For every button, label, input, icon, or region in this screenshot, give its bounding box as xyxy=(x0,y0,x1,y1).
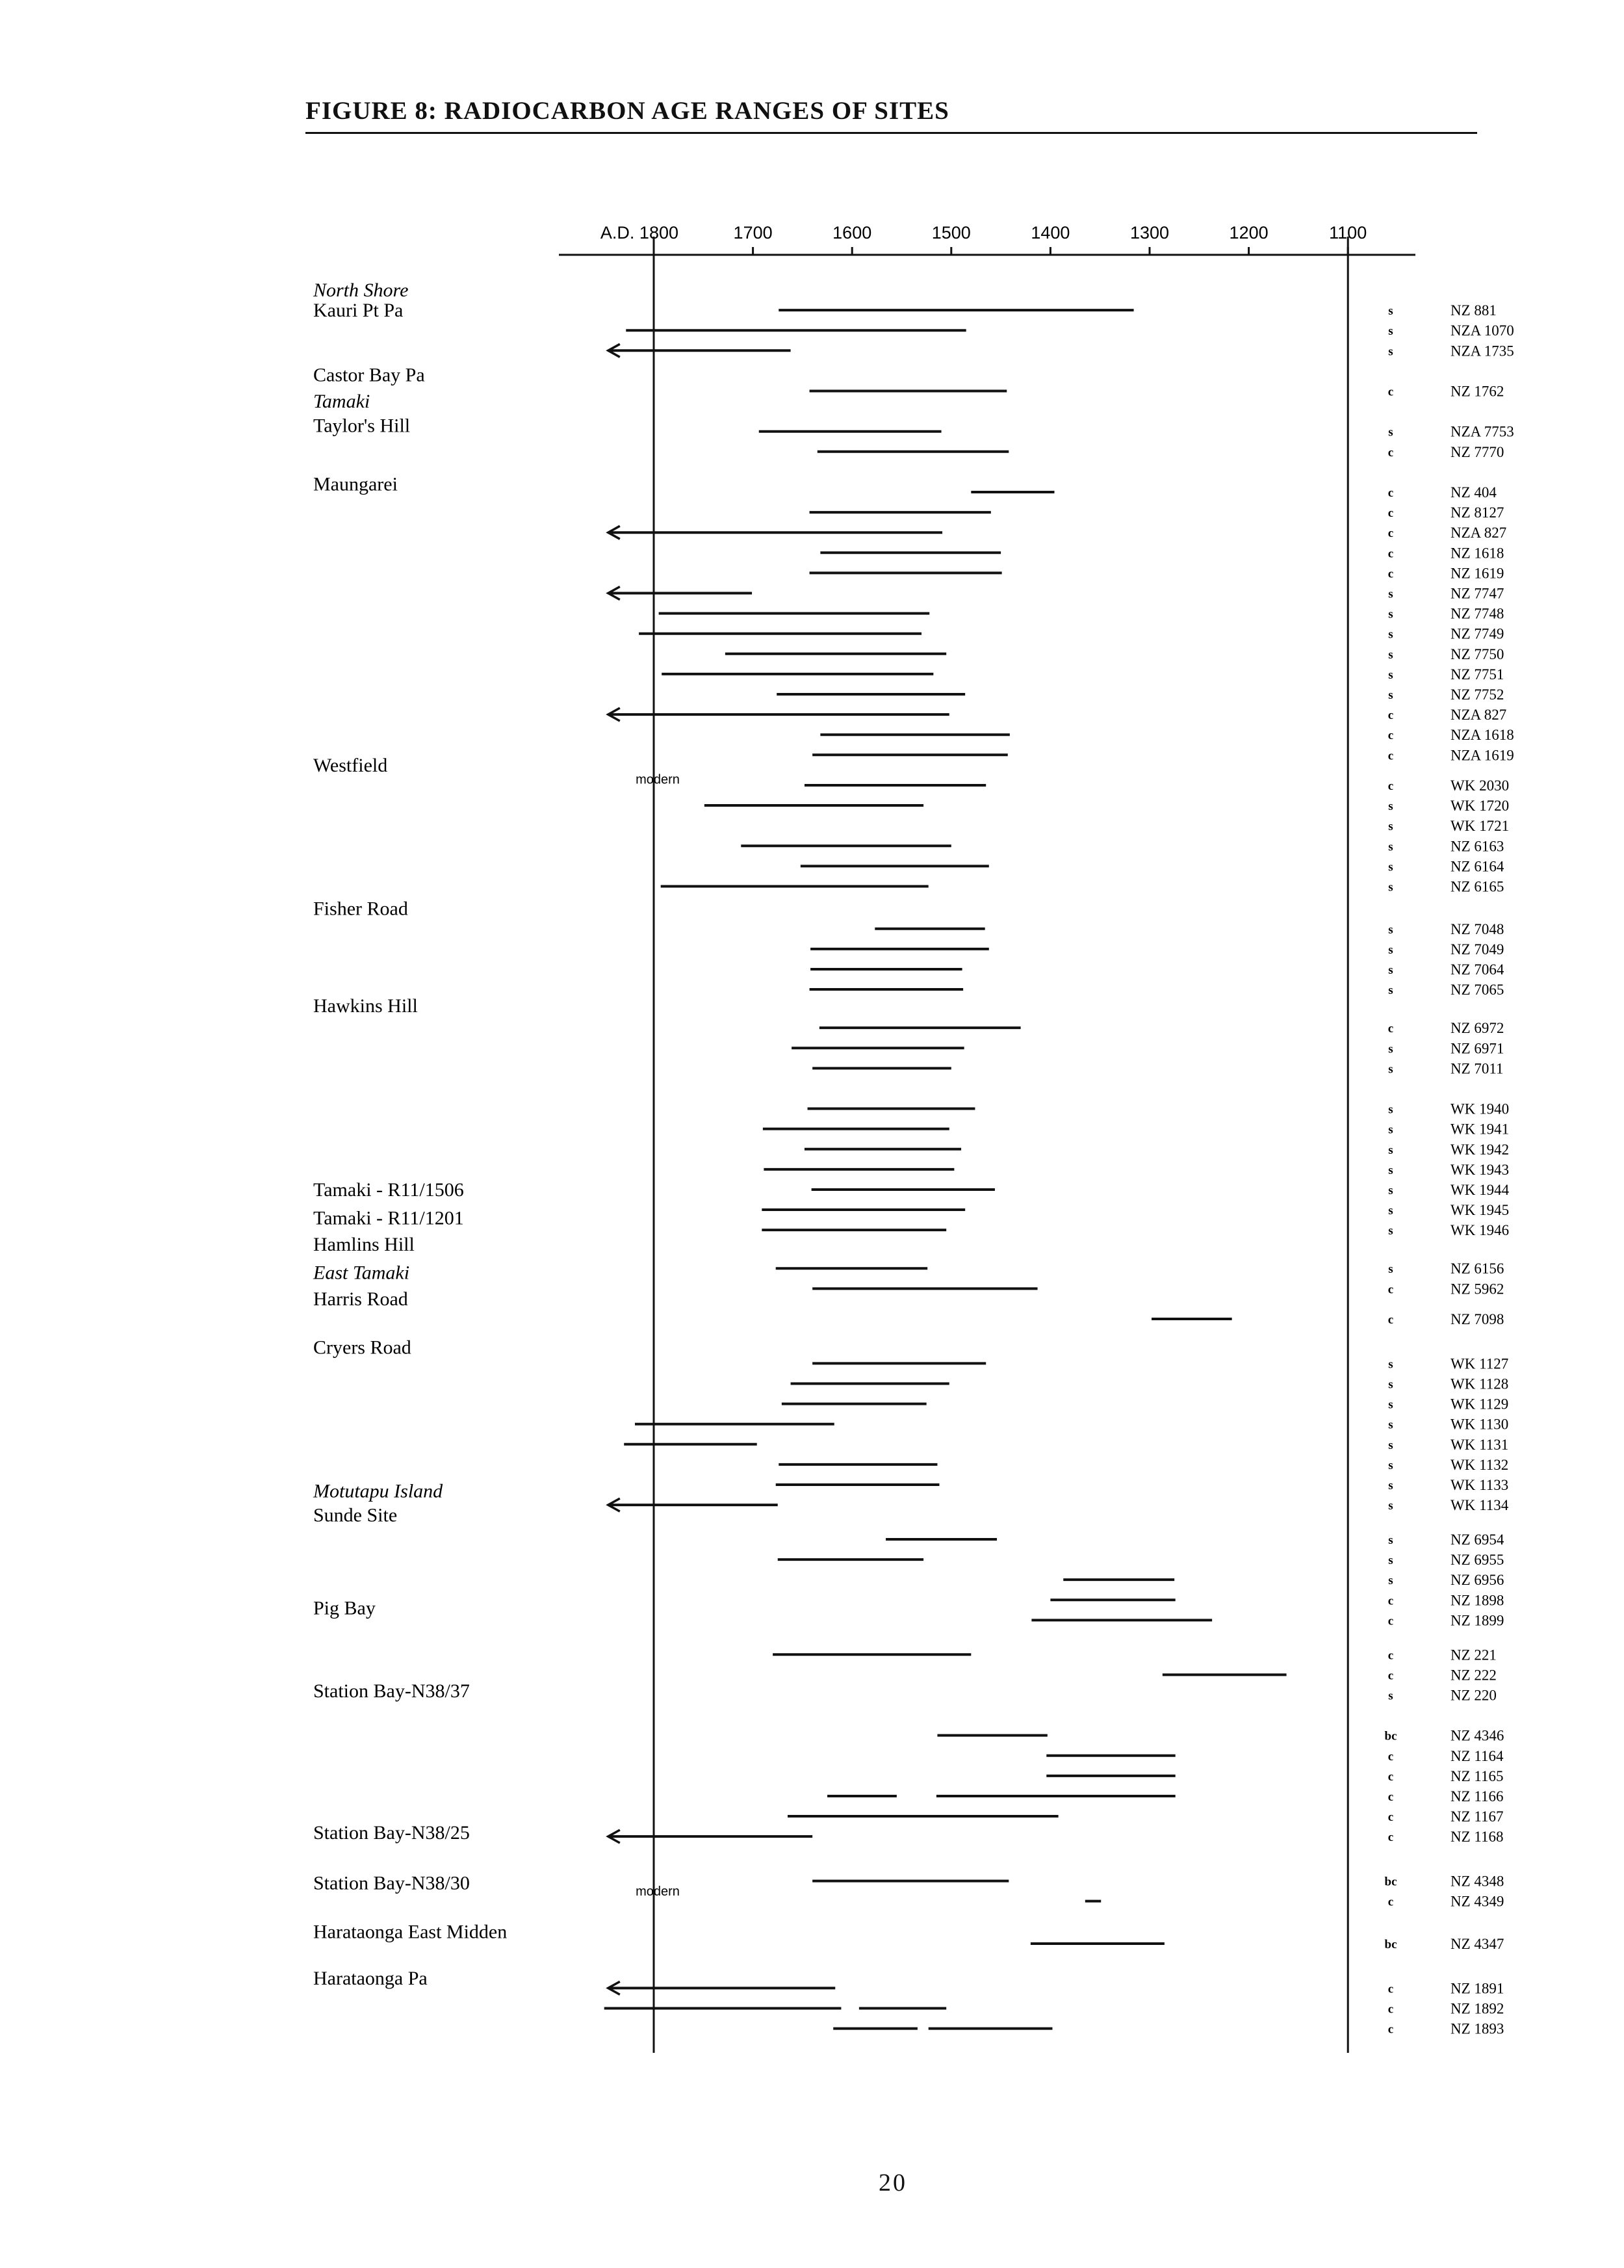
lab-code: NZ 1168 xyxy=(1450,1829,1504,1845)
material-code: s xyxy=(1388,1574,1393,1588)
lab-code: NZA 1735 xyxy=(1450,343,1514,359)
site-label: Fisher Road xyxy=(313,898,408,920)
lab-code: NZA 827 xyxy=(1450,707,1507,723)
annotations xyxy=(636,773,680,1899)
lab-code: WK 1129 xyxy=(1450,1396,1509,1413)
material-code: s xyxy=(1388,1183,1393,1197)
material-code: s xyxy=(1388,668,1393,682)
lab-code: NZ 7748 xyxy=(1450,605,1504,622)
axis-tick-label: A.D. 1800 xyxy=(600,223,678,242)
lab-code: NZ 6164 xyxy=(1450,858,1504,875)
lab-code: WK 1944 xyxy=(1450,1181,1510,1198)
material-code: s xyxy=(1388,963,1393,977)
lab-code: NZ 221 xyxy=(1450,1647,1497,1663)
material-code: s xyxy=(1388,922,1393,937)
lab-code: NZ 4349 xyxy=(1450,1893,1504,1910)
lab-code: WK 1721 xyxy=(1450,818,1510,835)
material-code: s xyxy=(1388,1554,1393,1568)
material-code: bc xyxy=(1384,1937,1397,1951)
lab-code: NZ 7747 xyxy=(1450,585,1504,602)
site-label: Maungarei xyxy=(313,473,398,495)
material-code: s xyxy=(1388,943,1393,957)
lab-code: NZ 7098 xyxy=(1450,1310,1504,1327)
material-code: c xyxy=(1387,729,1394,743)
lab-code: NZ 1762 xyxy=(1450,383,1504,400)
lab-code: NZ 7752 xyxy=(1450,686,1504,703)
range-bars xyxy=(604,310,1287,2029)
lab-code: WK 1942 xyxy=(1450,1141,1510,1158)
material-code: c xyxy=(1387,385,1394,399)
lab-code: WK 1941 xyxy=(1450,1121,1510,1138)
lab-code: NZ 1166 xyxy=(1450,1788,1504,1805)
site-label: East Tamaki xyxy=(313,1262,410,1284)
material-code: bc xyxy=(1384,1729,1397,1743)
material-code: c xyxy=(1387,1669,1394,1683)
material-code: c xyxy=(1387,1790,1394,1804)
material-code: s xyxy=(1388,1163,1393,1177)
lab-code: NZ 6955 xyxy=(1450,1552,1504,1569)
lab-code: NZ 4348 xyxy=(1450,1873,1504,1890)
lab-code: NZ 1165 xyxy=(1450,1767,1504,1784)
material-code: c xyxy=(1387,486,1394,500)
material-code: s xyxy=(1388,1418,1393,1432)
site-label: Tamaki xyxy=(313,391,370,413)
lab-code: WK 1130 xyxy=(1450,1416,1509,1433)
lab-code: NZ 7064 xyxy=(1450,961,1504,978)
lab-code: NZ 7749 xyxy=(1450,625,1504,642)
lab-code: NZA 1070 xyxy=(1450,322,1514,339)
lab-code: NZ 1899 xyxy=(1450,1612,1504,1629)
material-code: s xyxy=(1388,880,1393,894)
material-code: c xyxy=(1387,1594,1394,1608)
axis-tick-label: 1700 xyxy=(733,223,773,242)
lab-code: NZ 7049 xyxy=(1450,941,1504,958)
material-code: c xyxy=(1387,1283,1394,1297)
material-code: s xyxy=(1388,1438,1393,1452)
site-label: Cryers Road xyxy=(313,1336,411,1359)
axis-tick-label: 1300 xyxy=(1129,223,1170,242)
material-code: s xyxy=(1388,627,1393,642)
lab-code: NZ 6956 xyxy=(1450,1572,1504,1589)
material-code: s xyxy=(1388,345,1393,359)
site-label: North Shore xyxy=(313,280,409,301)
material-code: s xyxy=(1388,1398,1393,1412)
material-code: s xyxy=(1388,1533,1393,1547)
material-code: s xyxy=(1388,688,1393,702)
site-label: Motutapu Island xyxy=(313,1480,443,1502)
lab-code: WK 1943 xyxy=(1450,1161,1510,1178)
material-code: bc xyxy=(1384,1875,1397,1889)
site-label: Westfield xyxy=(313,754,388,776)
site-label: Pig Bay xyxy=(313,1597,376,1619)
lab-code: NZ 222 xyxy=(1450,1667,1497,1684)
material-code: c xyxy=(1387,709,1394,723)
material-code: s xyxy=(1388,1143,1393,1157)
site-label: Station Bay-N38/25 xyxy=(313,1821,470,1844)
material-code: c xyxy=(1387,547,1394,561)
material-code: c xyxy=(1387,1810,1394,1825)
site-label: Harataonga Pa xyxy=(313,1967,428,1989)
material-code: s xyxy=(1388,800,1393,814)
lab-code: NZ 404 xyxy=(1450,484,1497,501)
material-code: c xyxy=(1387,1769,1394,1784)
lab-code: NZ 1891 xyxy=(1450,1980,1504,1997)
material-code: c xyxy=(1387,1895,1394,1909)
material-code: c xyxy=(1387,1649,1394,1663)
reference-lines xyxy=(654,237,1348,2053)
annotation-modern: modern xyxy=(636,772,680,787)
material-code: s xyxy=(1388,1499,1393,1513)
lab-code: NZ 6954 xyxy=(1450,1531,1504,1548)
site-label: Hawkins Hill xyxy=(313,995,418,1017)
lab-code: WK 1127 xyxy=(1450,1355,1509,1372)
material-code: c xyxy=(1387,1614,1394,1628)
lab-code: WK 2030 xyxy=(1450,777,1510,794)
lab-code: WK 1128 xyxy=(1450,1375,1509,1392)
lab-code: WK 1133 xyxy=(1450,1477,1509,1494)
site-label: Hamlins Hill xyxy=(313,1233,415,1255)
annotation-modern: modern xyxy=(636,1884,680,1899)
figure-title: FIGURE 8: RADIOCARBON AGE RANGES OF SITES xyxy=(305,97,949,125)
material-code: s xyxy=(1388,1689,1393,1703)
lab-code: NZA 7753 xyxy=(1450,423,1514,440)
site-label: Taylor's Hill xyxy=(313,415,411,437)
material-code: s xyxy=(1388,607,1393,621)
lab-code: WK 1720 xyxy=(1450,798,1510,815)
lab-code: NZ 6156 xyxy=(1450,1260,1504,1277)
material-code: c xyxy=(1387,1312,1394,1327)
lab-code: NZ 4346 xyxy=(1450,1727,1504,1744)
lab-codes xyxy=(1385,302,1514,2037)
material-code: s xyxy=(1388,304,1393,319)
lab-code: NZ 1893 xyxy=(1450,2020,1504,2037)
material-code: s xyxy=(1388,1123,1393,1137)
axis-tick-label: 1400 xyxy=(1031,223,1070,242)
site-label: Harataonga East Midden xyxy=(313,1921,508,1943)
site-labels xyxy=(313,280,507,1989)
material-code: c xyxy=(1387,1749,1394,1764)
lab-code: NZ 1619 xyxy=(1450,565,1504,582)
material-code: s xyxy=(1388,1224,1393,1238)
material-code: c xyxy=(1387,1022,1394,1036)
lab-code: NZ 1892 xyxy=(1450,2000,1504,2017)
material-code: c xyxy=(1387,1982,1394,1996)
lab-code: NZ 1618 xyxy=(1450,545,1504,562)
material-code: s xyxy=(1388,1479,1393,1493)
material-code: s xyxy=(1388,1377,1393,1392)
lab-code: NZ 6163 xyxy=(1450,838,1504,855)
site-label: Harris Road xyxy=(313,1288,408,1310)
lab-code: NZA 1619 xyxy=(1450,747,1514,764)
material-code: s xyxy=(1388,1102,1393,1117)
axis-layer xyxy=(559,223,1415,255)
site-label: Kauri Pt Pa xyxy=(313,300,404,322)
lab-code: NZ 6165 xyxy=(1450,878,1504,895)
site-label: Tamaki - R11/1201 xyxy=(313,1207,464,1229)
lab-code: WK 1131 xyxy=(1450,1436,1509,1453)
lab-code: NZA 1618 xyxy=(1450,727,1514,744)
material-code: c xyxy=(1387,527,1394,541)
lab-code: NZ 1164 xyxy=(1450,1747,1504,1764)
axis-tick-label: 1100 xyxy=(1329,223,1367,242)
material-code: c xyxy=(1387,749,1394,763)
material-code: c xyxy=(1387,2002,1394,2016)
material-code: s xyxy=(1388,324,1393,339)
lab-code: NZ 5962 xyxy=(1450,1281,1504,1297)
material-code: c xyxy=(1387,1831,1394,1845)
axis-tick-label: 1600 xyxy=(832,223,872,242)
lab-code: NZ 6972 xyxy=(1450,1020,1504,1037)
material-code: s xyxy=(1388,1458,1393,1472)
lab-code: NZ 8127 xyxy=(1450,504,1504,521)
material-code: c xyxy=(1387,2022,1394,2037)
lab-code: NZ 220 xyxy=(1450,1687,1497,1704)
material-code: s xyxy=(1388,1042,1393,1056)
material-code: s xyxy=(1388,820,1393,834)
material-code: s xyxy=(1388,647,1393,662)
site-label: Station Bay-N38/37 xyxy=(313,1680,470,1702)
lab-code: NZ 7750 xyxy=(1450,645,1504,662)
axis-tick-label: 1500 xyxy=(931,223,971,242)
lab-code: WK 1945 xyxy=(1450,1202,1510,1219)
material-code: c xyxy=(1387,445,1394,460)
material-code: s xyxy=(1388,1357,1393,1372)
lab-code: WK 1946 xyxy=(1450,1222,1510,1239)
lab-code: NZ 4347 xyxy=(1450,1935,1504,1952)
lab-code: NZ 881 xyxy=(1450,302,1497,319)
site-label: Tamaki - R11/1506 xyxy=(313,1179,464,1201)
site-label: Station Bay-N38/30 xyxy=(313,1872,470,1894)
axis-tick-label: 1200 xyxy=(1229,223,1269,242)
material-code: s xyxy=(1388,860,1393,874)
site-label: Sunde Site xyxy=(313,1504,398,1526)
material-code: s xyxy=(1388,1204,1393,1218)
lab-code: NZ 1898 xyxy=(1450,1592,1504,1609)
material-code: s xyxy=(1388,984,1393,998)
material-code: s xyxy=(1388,1062,1393,1076)
lab-code: NZ 7048 xyxy=(1450,920,1504,937)
material-code: s xyxy=(1388,425,1393,439)
lab-code: NZ 7011 xyxy=(1450,1060,1504,1077)
material-code: s xyxy=(1388,587,1393,601)
lab-code: NZ 7065 xyxy=(1450,982,1504,998)
page-number: 20 xyxy=(879,2169,907,2196)
lab-code: WK 1940 xyxy=(1450,1101,1510,1117)
site-label: Castor Bay Pa xyxy=(313,364,425,386)
lab-code: NZA 827 xyxy=(1450,525,1507,541)
lab-code: WK 1134 xyxy=(1450,1497,1509,1514)
lab-code: WK 1132 xyxy=(1450,1456,1509,1473)
material-code: s xyxy=(1388,840,1393,854)
lab-code: NZ 1167 xyxy=(1450,1808,1504,1825)
material-code: c xyxy=(1387,779,1394,793)
lab-code: NZ 7770 xyxy=(1450,443,1504,460)
material-code: c xyxy=(1387,506,1394,521)
material-code: c xyxy=(1387,567,1394,581)
material-code: s xyxy=(1388,1262,1393,1277)
lab-code: NZ 7751 xyxy=(1450,666,1504,683)
lab-code: NZ 6971 xyxy=(1450,1040,1504,1057)
